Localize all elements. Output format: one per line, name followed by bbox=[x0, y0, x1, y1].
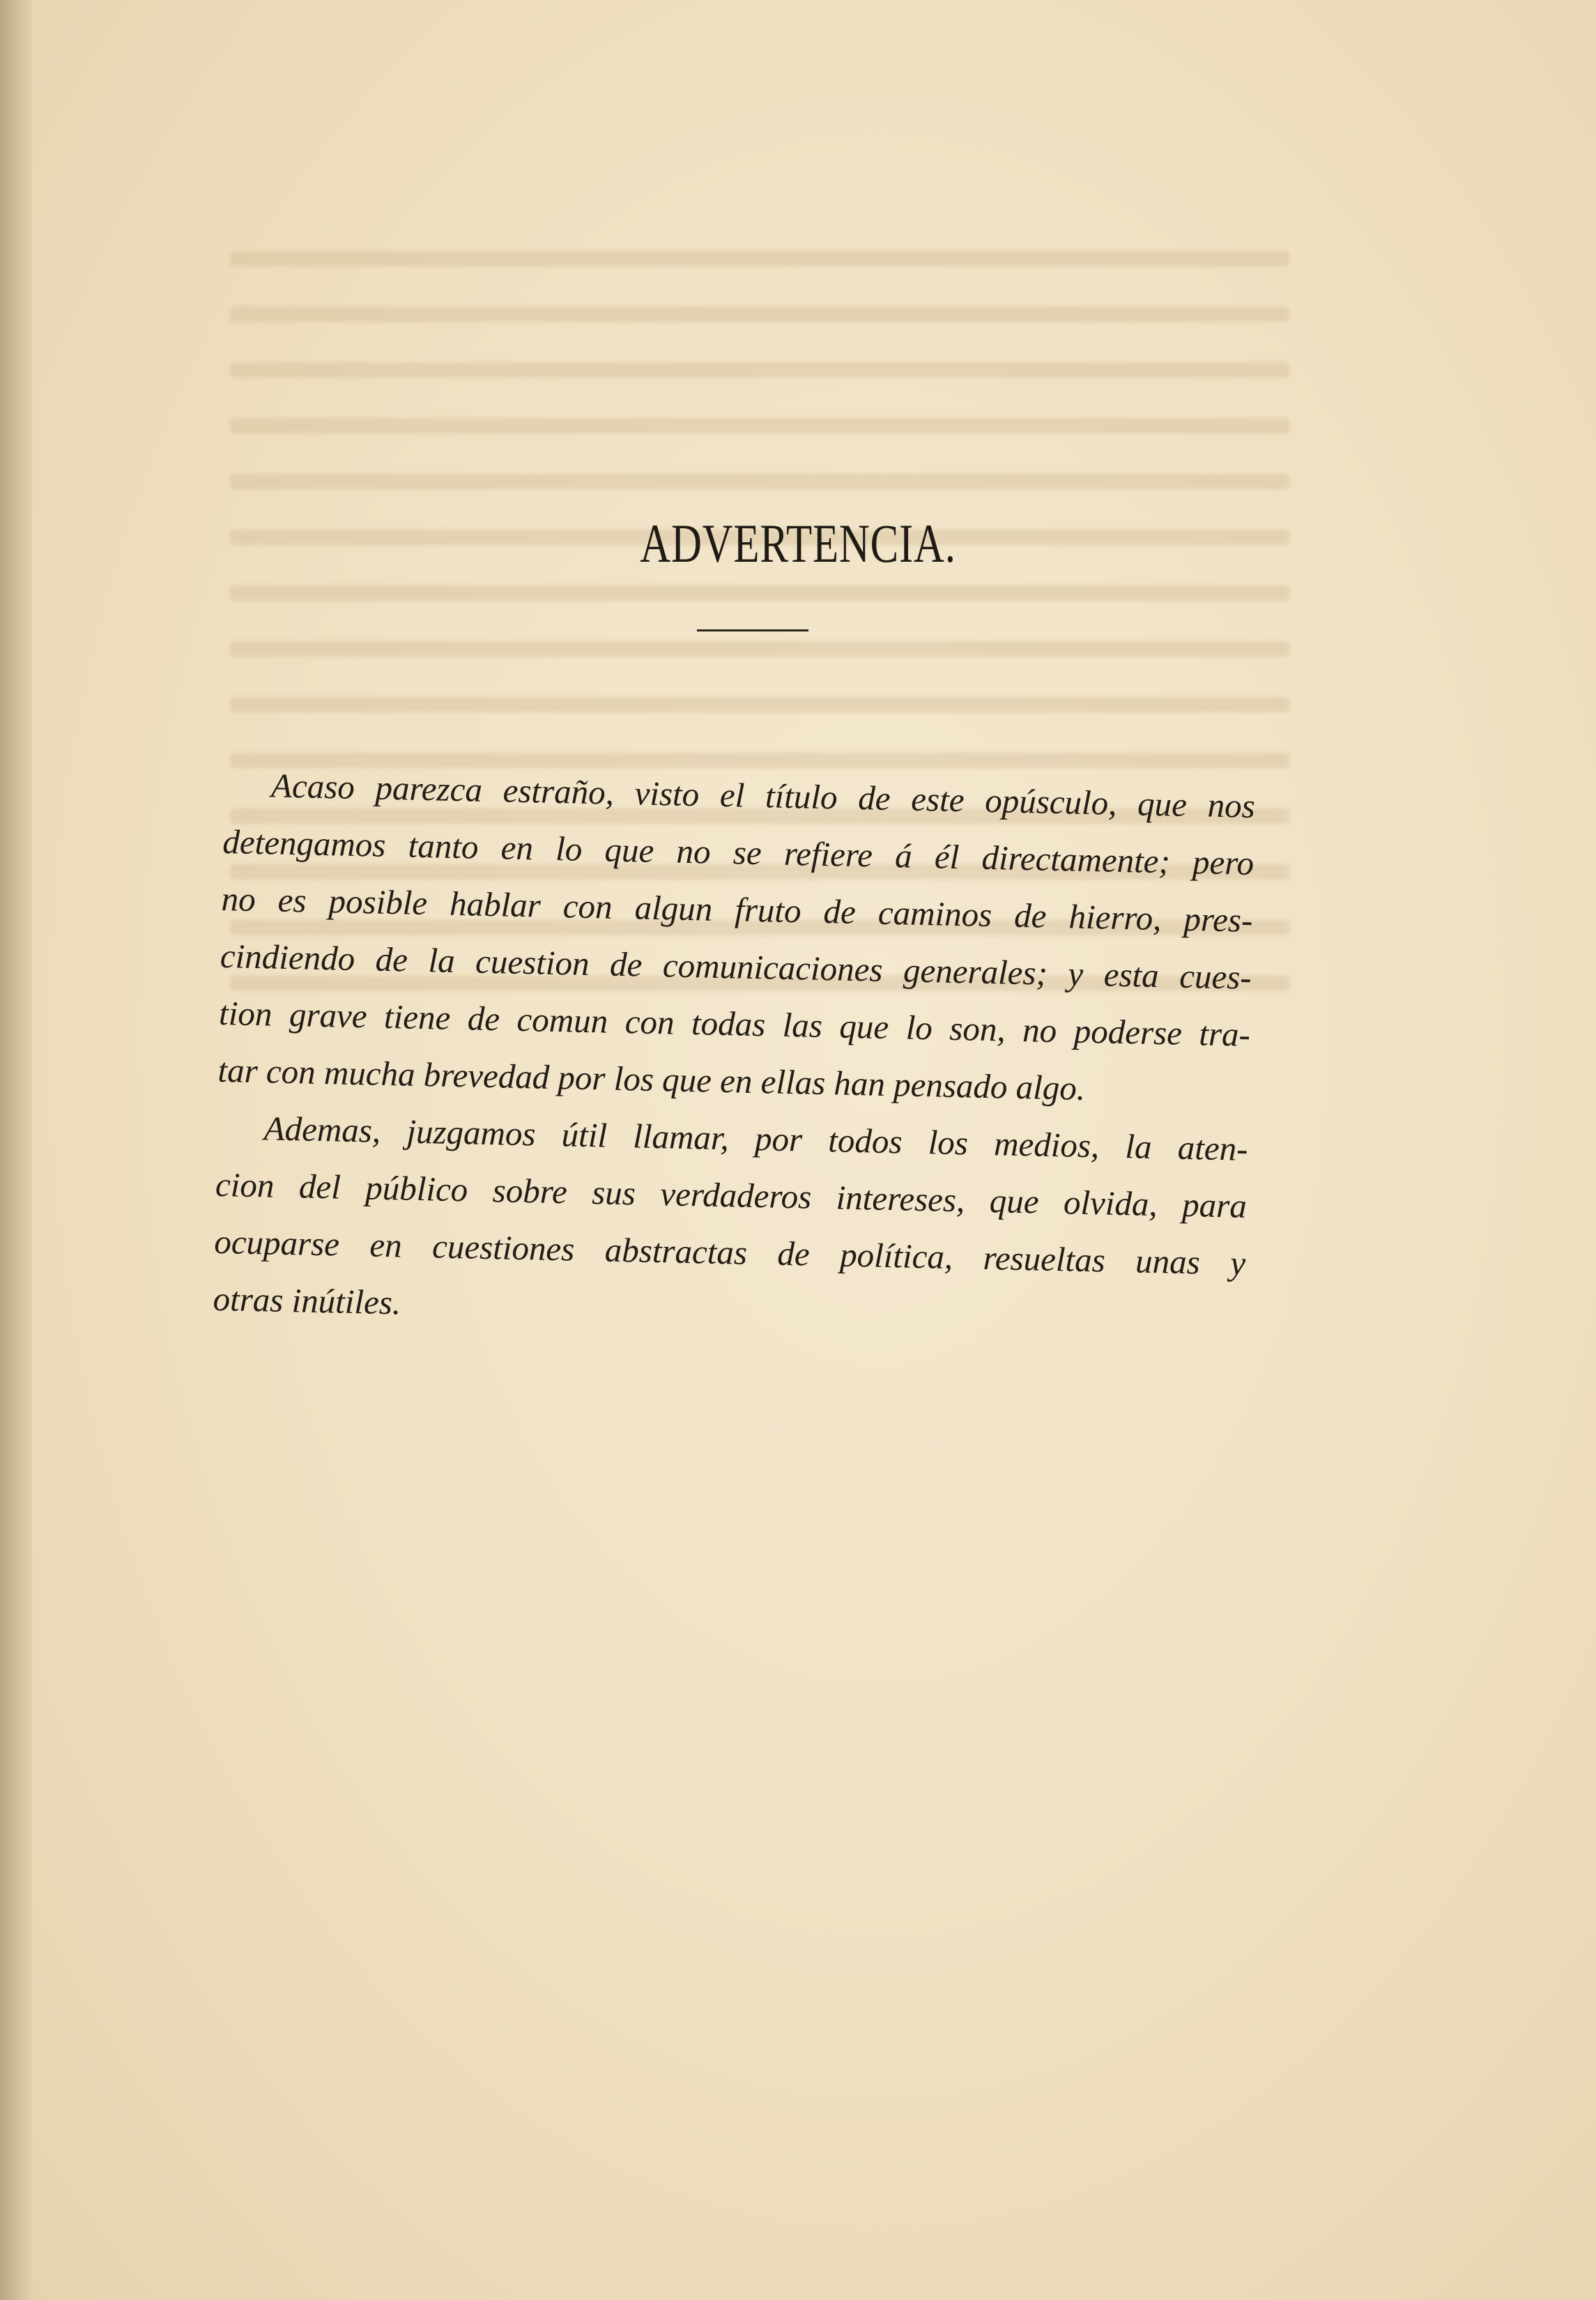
paragraph-1-line: tion grave tiene de comun con todas las que lo son, no poderse tra- bbox=[218, 993, 1251, 1054]
title-divider bbox=[697, 629, 808, 631]
paragraph-1-line: cindiendo de la cuestion de comunicaciones generales; y esta cues- bbox=[220, 936, 1252, 997]
page-title: ADVERTENCIA. bbox=[640, 513, 956, 574]
paragraph-1-line: no es posible hablar con algun fruto de caminos de hierro, pres- bbox=[221, 879, 1253, 940]
paragraph-2-line: cion del público sobre sus verdaderos intereses, que olvida, para bbox=[215, 1165, 1248, 1225]
paragraph-2-line: otras inútiles. bbox=[213, 1279, 401, 1322]
paragraph-1-line: Acaso parezca estraño, visto el título de este opúsculo, que nos bbox=[270, 766, 1256, 825]
paragraph-2-line: ocuparse en cuestiones abstractas de política, resueltas unas y bbox=[213, 1222, 1246, 1282]
paragraph-2-line: Ademas, juzgamos útil llamar, por todos los medios, la aten- bbox=[263, 1109, 1249, 1168]
paragraph-1-line: detengamos tanto en lo que no se refiere á él directamente; pero bbox=[222, 822, 1254, 882]
book-gutter bbox=[0, 0, 32, 2300]
paragraph-1-line: tar con mucha brevedad por los que en ellas han pensado algo. bbox=[217, 1050, 1086, 1107]
body-text bbox=[213, 756, 1256, 1349]
